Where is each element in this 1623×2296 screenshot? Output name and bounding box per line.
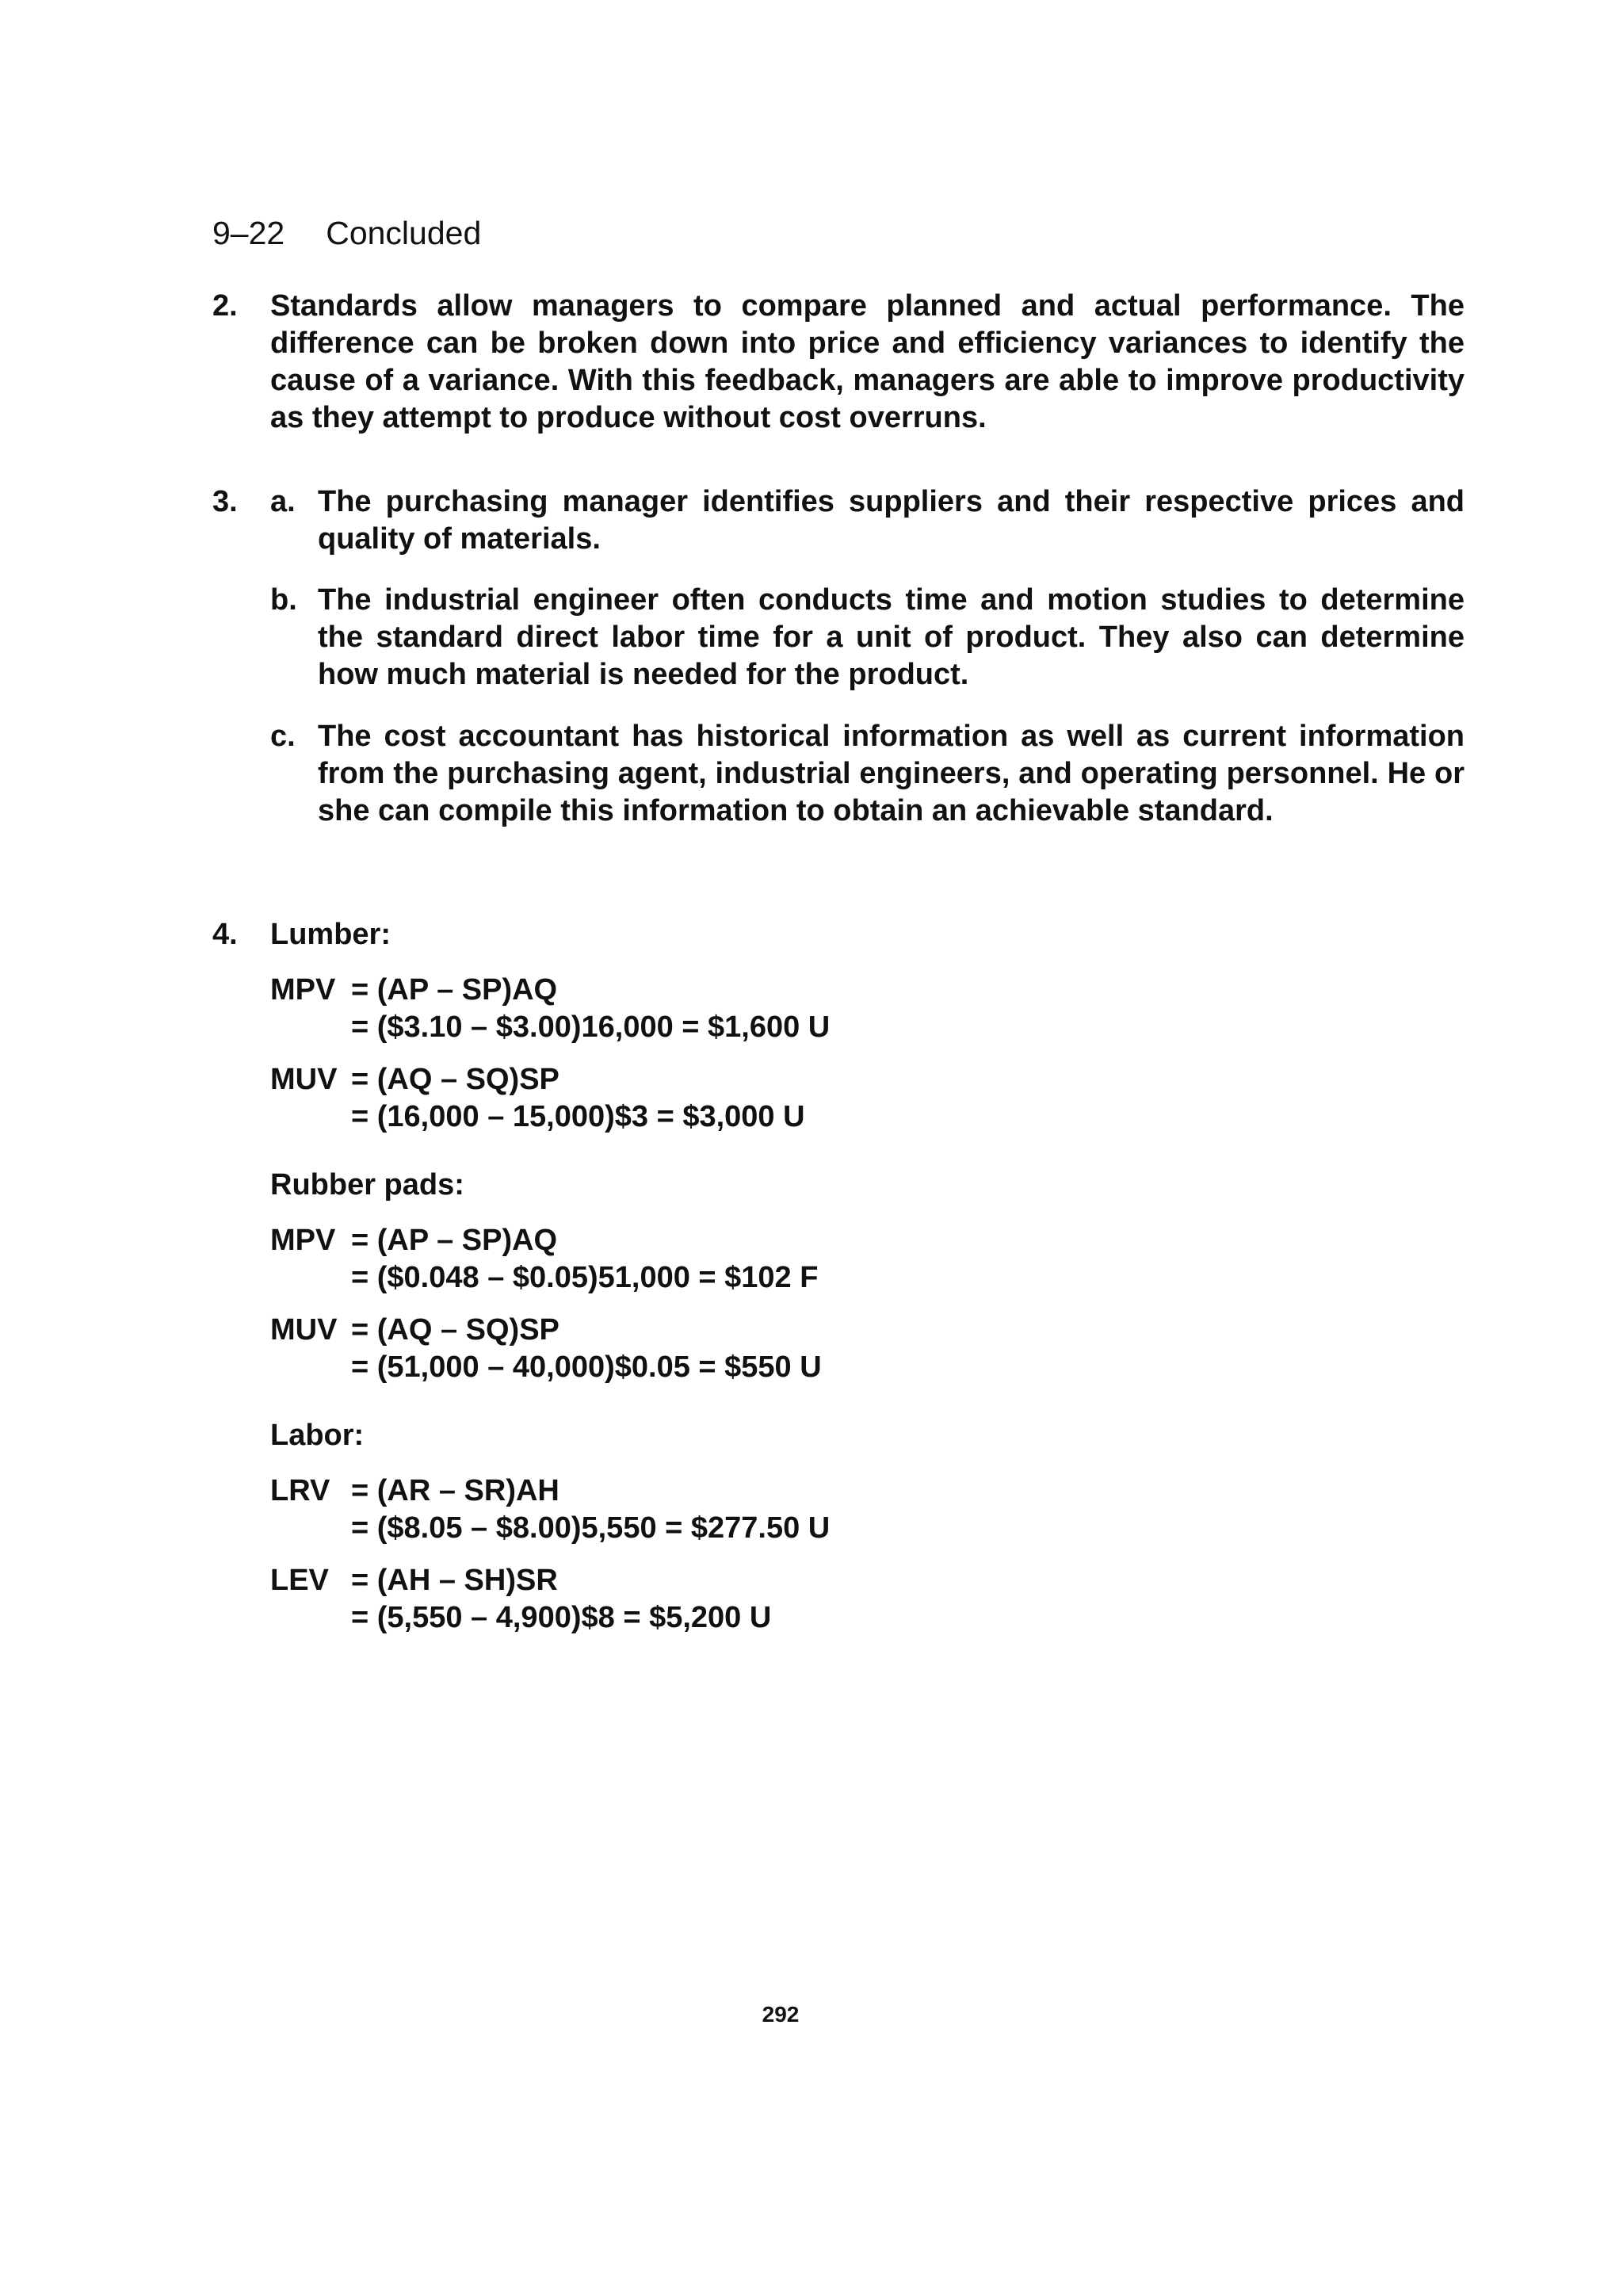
page-number: 292 [762,2002,800,2027]
sub-item-text: The industrial engineer often conducts time and motion studies to determine the standard direct labor time for a unit of product. They also can determine how much material is needed for the product. [318,583,1465,691]
sub-item-text: The cost accountant has historical information as well as current information from the purchasing agent, industrial engineers, and operating personnel. He or she can compile this information to obtain an achievable standard. [318,720,1465,827]
sub-item-letter: b. [270,583,297,617]
labor-heading [270,1417,364,1454]
variance-formula: = (AP – SP)AQ [351,973,558,1007]
sub-item-letter: a. [270,485,296,518]
item-text: Standards allow managers to compare planned and actual performance. The difference can be broken down into price and efficiency variances to identify the cause of a variance. With this feedback, managers are able to improve productivity as they attempt to produce without cost overruns. [270,289,1465,434]
variance-label: MUV [270,1313,338,1347]
section-number: 9–22 [212,215,285,251]
rubber-pads-title: Rubber pads: [270,1168,464,1201]
variance-calculation: = (16,000 – 15,000)$3 = $3,000 U [351,1100,805,1133]
variance-label: MPV [270,973,336,1007]
variance-formula: = (AP – SP)AQ [351,1224,558,1257]
variance-calculation: = (51,000 – 40,000)$0.05 = $550 U [351,1350,822,1384]
section-heading [212,212,481,254]
variance-label: LEV [270,1564,329,1597]
item-number: 2. [212,289,238,323]
variance-calculation: = (5,550 – 4,900)$8 = $5,200 U [351,1601,772,1634]
rubber-pads-heading [270,1167,464,1204]
lumber-heading: Lumber: [270,918,391,951]
item-number: 3. [212,485,238,518]
variance-formula: = (AR – SR)AH [351,1474,559,1507]
item-number: 4. [212,918,238,951]
variance-formula: = (AQ – SQ)SP [351,1063,559,1096]
variance-label: MUV [270,1063,338,1096]
variance-calculation: = ($0.048 – $0.05)51,000 = $102 F [351,1261,819,1294]
variance-label: LRV [270,1474,330,1507]
variance-label: MPV [270,1224,336,1257]
sub-item-text: The purchasing manager identifies suppliers and their respective prices and quality of materials. [318,485,1465,556]
sub-item-letter: c. [270,720,296,753]
section-title: Concluded [326,215,482,251]
variance-formula: = (AH – SH)SR [351,1564,558,1597]
variance-calculation: = ($8.05 – $8.00)5,550 = $277.50 U [351,1511,831,1545]
variance-calculation: = ($3.10 – $3.00)16,000 = $1,600 U [351,1010,831,1044]
variance-formula: = (AQ – SQ)SP [351,1313,559,1347]
labor-title: Labor: [270,1419,365,1452]
